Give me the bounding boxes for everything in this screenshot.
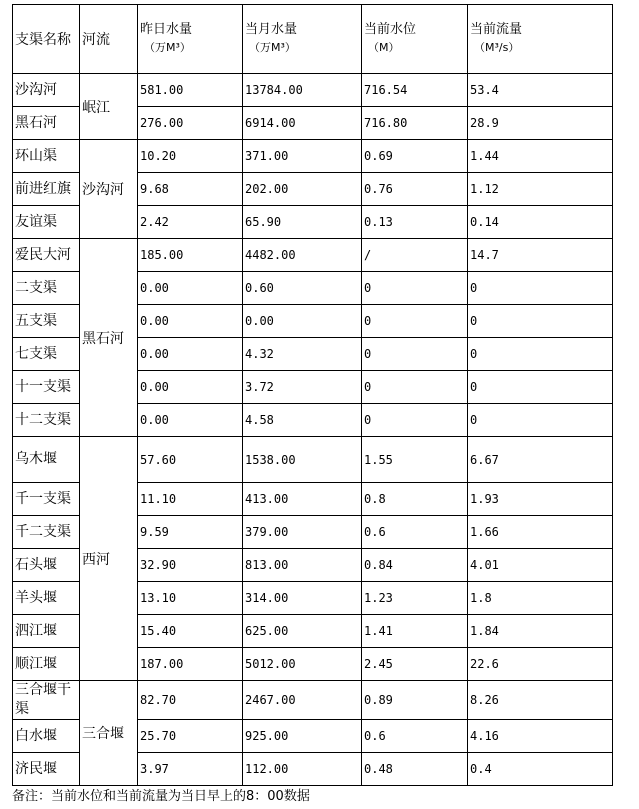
yesterday-cell: 9.59 bbox=[138, 516, 243, 549]
level-cell: 0.13 bbox=[362, 206, 468, 239]
month-cell: 4482.00 bbox=[243, 239, 362, 272]
table-row bbox=[13, 681, 613, 720]
month-cell: 379.00 bbox=[243, 516, 362, 549]
table-body bbox=[13, 74, 613, 786]
flow-cell: 0.4 bbox=[468, 753, 613, 786]
header-month-volume bbox=[243, 5, 362, 74]
month-cell: 65.90 bbox=[243, 206, 362, 239]
flow-cell: 22.6 bbox=[468, 648, 613, 681]
level-cell: 0.76 bbox=[362, 173, 468, 206]
river-cell: 三合堰 bbox=[80, 681, 138, 786]
yesterday-cell: 0.00 bbox=[138, 404, 243, 437]
flow-cell: 1.12 bbox=[468, 173, 613, 206]
flow-cell: 53.4 bbox=[468, 74, 613, 107]
yesterday-cell: 2.42 bbox=[138, 206, 243, 239]
month-cell: 625.00 bbox=[243, 615, 362, 648]
header-flow bbox=[468, 5, 613, 74]
level-cell: 2.45 bbox=[362, 648, 468, 681]
header-level-unit: （M） bbox=[368, 41, 400, 54]
branch-name-cell: 十一支渠 bbox=[13, 371, 80, 404]
yesterday-cell: 25.70 bbox=[138, 720, 243, 753]
yesterday-cell: 185.00 bbox=[138, 239, 243, 272]
flow-cell: 0 bbox=[468, 338, 613, 371]
header-flow-label: 当前流量 bbox=[470, 22, 523, 37]
level-cell: / bbox=[362, 239, 468, 272]
level-cell: 0.84 bbox=[362, 549, 468, 582]
month-cell: 6914.00 bbox=[243, 107, 362, 140]
header-water-level bbox=[362, 5, 468, 74]
month-cell: 371.00 bbox=[243, 140, 362, 173]
month-cell: 0.60 bbox=[243, 272, 362, 305]
month-cell: 4.32 bbox=[243, 338, 362, 371]
month-cell: 5012.00 bbox=[243, 648, 362, 681]
branch-name-cell: 环山渠 bbox=[13, 140, 80, 173]
header-yesterday-unit: （万M³） bbox=[144, 41, 191, 54]
month-cell: 1538.00 bbox=[243, 437, 362, 483]
month-cell: 2467.00 bbox=[243, 681, 362, 720]
branch-name-cell: 泗江堰 bbox=[13, 615, 80, 648]
level-cell: 0.69 bbox=[362, 140, 468, 173]
month-cell: 413.00 bbox=[243, 483, 362, 516]
branch-name-cell: 顺江堰 bbox=[13, 648, 80, 681]
yesterday-cell: 0.00 bbox=[138, 371, 243, 404]
yesterday-cell: 187.00 bbox=[138, 648, 243, 681]
level-cell: 716.80 bbox=[362, 107, 468, 140]
month-cell: 0.00 bbox=[243, 305, 362, 338]
flow-cell: 1.8 bbox=[468, 582, 613, 615]
river-cell: 西河 bbox=[80, 437, 138, 681]
yesterday-cell: 82.70 bbox=[138, 681, 243, 720]
header-river: 河流 bbox=[80, 5, 138, 74]
river-cell: 黑石河 bbox=[80, 239, 138, 437]
level-cell: 0.89 bbox=[362, 681, 468, 720]
branch-name-cell: 七支渠 bbox=[13, 338, 80, 371]
level-cell: 0 bbox=[362, 305, 468, 338]
header-branch-name: 支渠名称 bbox=[13, 5, 80, 74]
table-row bbox=[13, 239, 613, 272]
header-month-label: 当月水量 bbox=[245, 22, 298, 37]
branch-name-cell: 前进红旗 bbox=[13, 173, 80, 206]
header-level-label: 当前水位 bbox=[364, 22, 417, 37]
level-cell: 716.54 bbox=[362, 74, 468, 107]
flow-cell: 1.66 bbox=[468, 516, 613, 549]
branch-name-cell: 五支渠 bbox=[13, 305, 80, 338]
branch-name-cell: 千一支渠 bbox=[13, 483, 80, 516]
header-month-unit: （万M³） bbox=[249, 41, 296, 54]
branch-name-cell: 乌木堰 bbox=[13, 437, 80, 483]
level-cell: 0.6 bbox=[362, 720, 468, 753]
table-row bbox=[13, 437, 613, 483]
level-cell: 0.8 bbox=[362, 483, 468, 516]
header-flow-unit: （M³/s） bbox=[474, 41, 520, 54]
flow-cell: 1.93 bbox=[468, 483, 613, 516]
month-cell: 112.00 bbox=[243, 753, 362, 786]
yesterday-cell: 13.10 bbox=[138, 582, 243, 615]
flow-cell: 4.16 bbox=[468, 720, 613, 753]
yesterday-cell: 3.97 bbox=[138, 753, 243, 786]
month-cell: 13784.00 bbox=[243, 74, 362, 107]
flow-cell: 0 bbox=[468, 404, 613, 437]
month-cell: 4.58 bbox=[243, 404, 362, 437]
month-cell: 202.00 bbox=[243, 173, 362, 206]
branch-name-cell: 石头堰 bbox=[13, 549, 80, 582]
yesterday-cell: 0.00 bbox=[138, 272, 243, 305]
flow-cell: 0 bbox=[468, 371, 613, 404]
month-cell: 314.00 bbox=[243, 582, 362, 615]
month-cell: 813.00 bbox=[243, 549, 362, 582]
header-yesterday-label: 昨日水量 bbox=[140, 22, 193, 37]
branch-name-cell: 三合堰干渠 bbox=[13, 681, 80, 720]
footnote: 备注：当前水位和当前流量为当日早上的8：00数据 bbox=[12, 789, 310, 804]
yesterday-cell: 0.00 bbox=[138, 338, 243, 371]
yesterday-cell: 581.00 bbox=[138, 74, 243, 107]
yesterday-cell: 10.20 bbox=[138, 140, 243, 173]
branch-name-cell: 十二支渠 bbox=[13, 404, 80, 437]
yesterday-cell: 11.10 bbox=[138, 483, 243, 516]
yesterday-cell: 9.68 bbox=[138, 173, 243, 206]
level-cell: 0 bbox=[362, 338, 468, 371]
level-cell: 0.6 bbox=[362, 516, 468, 549]
level-cell: 0 bbox=[362, 404, 468, 437]
flow-cell: 1.84 bbox=[468, 615, 613, 648]
water-data-table bbox=[12, 4, 613, 786]
month-cell: 3.72 bbox=[243, 371, 362, 404]
level-cell: 1.41 bbox=[362, 615, 468, 648]
branch-name-cell: 沙沟河 bbox=[13, 74, 80, 107]
flow-cell: 14.7 bbox=[468, 239, 613, 272]
month-cell: 925.00 bbox=[243, 720, 362, 753]
level-cell: 1.55 bbox=[362, 437, 468, 483]
branch-name-cell: 济民堰 bbox=[13, 753, 80, 786]
level-cell: 0.48 bbox=[362, 753, 468, 786]
flow-cell: 0 bbox=[468, 272, 613, 305]
table-row bbox=[13, 140, 613, 173]
yesterday-cell: 276.00 bbox=[138, 107, 243, 140]
yesterday-cell: 57.60 bbox=[138, 437, 243, 483]
flow-cell: 28.9 bbox=[468, 107, 613, 140]
yesterday-cell: 15.40 bbox=[138, 615, 243, 648]
table-row bbox=[13, 74, 613, 107]
header-row bbox=[13, 5, 613, 74]
flow-cell: 8.26 bbox=[468, 681, 613, 720]
level-cell: 0 bbox=[362, 272, 468, 305]
flow-cell: 0 bbox=[468, 305, 613, 338]
level-cell: 0 bbox=[362, 371, 468, 404]
level-cell: 1.23 bbox=[362, 582, 468, 615]
header-yesterday-volume bbox=[138, 5, 243, 74]
yesterday-cell: 0.00 bbox=[138, 305, 243, 338]
flow-cell: 0.14 bbox=[468, 206, 613, 239]
flow-cell: 6.67 bbox=[468, 437, 613, 483]
branch-name-cell: 友谊渠 bbox=[13, 206, 80, 239]
river-cell: 沙沟河 bbox=[80, 140, 138, 239]
branch-name-cell: 黑石河 bbox=[13, 107, 80, 140]
yesterday-cell: 32.90 bbox=[138, 549, 243, 582]
branch-name-cell: 二支渠 bbox=[13, 272, 80, 305]
branch-name-cell: 白水堰 bbox=[13, 720, 80, 753]
branch-name-cell: 羊头堰 bbox=[13, 582, 80, 615]
flow-cell: 1.44 bbox=[468, 140, 613, 173]
branch-name-cell: 爱民大河 bbox=[13, 239, 80, 272]
branch-name-cell: 千二支渠 bbox=[13, 516, 80, 549]
flow-cell: 4.01 bbox=[468, 549, 613, 582]
river-cell: 岷江 bbox=[80, 74, 138, 140]
